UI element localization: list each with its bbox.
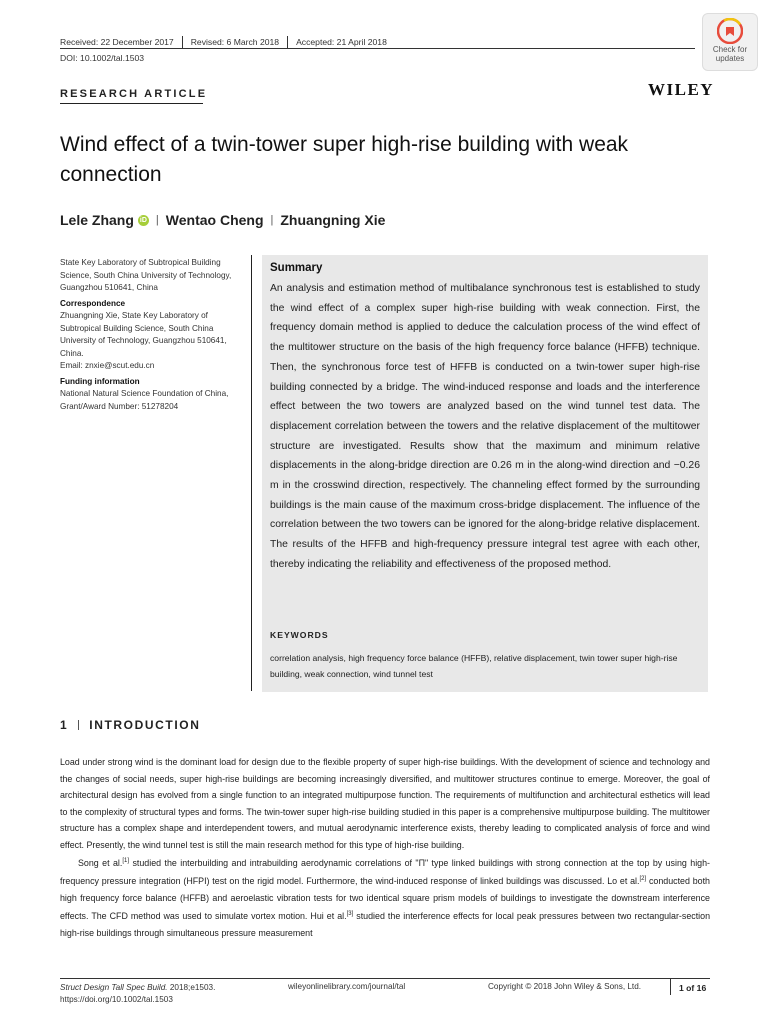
- correspondence-heading: Correspondence: [60, 298, 126, 308]
- body-paragraph: [60, 853, 710, 941]
- body-paragraph: Load under strong wind is the dominant load for design due to the flexible property of super high-rise buildings. With the development of science and technology and the changes of social needs, super high-rise buildings are becoming increasingly diversified, and multitower structures continue to emerge. Moreover, the goal of architectural design has evolved from a single function to an integrated multipurpose function. The requirements of multifunction and architectural esthetics will lead to the complexity of structural types and forms. The twin-tower super high-rise building studied in this paper is a comprehensive multipurpose building. The multitower structure has a complex shape and interdependent towers, and mutual aerodynamic interference exists, thereby leading to complicated analysis of force and wind effect. Presently, the wind tunnel test is still the main research method for this type of high-rise building.: [60, 757, 710, 850]
- author-name[interactable]: Lele Zhang: [60, 212, 134, 228]
- check-for-updates-label: Check for updates: [712, 45, 748, 63]
- orcid-icon[interactable]: iD: [139, 216, 147, 224]
- header-divider: [60, 48, 695, 49]
- check-for-updates-icon: [717, 18, 743, 44]
- footer-citation: [60, 982, 215, 1006]
- journal-name: Struct Design Tall Spec Build.: [60, 983, 168, 992]
- revised-date: Revised: 6 March 2018: [182, 36, 287, 48]
- sidebar-divider: [251, 255, 252, 691]
- footer-divider: [60, 978, 710, 979]
- journal-website-link[interactable]: wileyonlinelibrary.com/journal/tal: [288, 982, 406, 991]
- keywords-text: correlation analysis, high frequency force balance (HFFB), relative displacement, twin tower super high-rise building, weak connection, wind tunnel test: [270, 653, 678, 679]
- affiliation: State Key Laboratory of Subtropical Building Science, South China University of Technology, Guangzhou 510641, China: [60, 258, 232, 292]
- received-date: Received: 22 December 2017: [60, 37, 174, 47]
- footer-doi-link[interactable]: https://doi.org/10.1002/tal.1503: [60, 995, 173, 1004]
- introduction-body: [60, 754, 710, 941]
- funding-text: National Natural Science Foundation of China, Grant/Award Number: 51278204: [60, 389, 229, 411]
- paragraph-text: conducted both high frequency force balance (HFFB) and aeroelastic vibration tests for two identical square prism models of buildings to investigate the downstream interference effects. The CFD method was used to simulate vortex motion. Hui et al.: [60, 876, 710, 922]
- author-separator: |: [155, 214, 159, 226]
- article-title: Wind effect of a twin-tower super high-rise building with weak connection: [60, 133, 629, 186]
- keywords-heading: KEYWORDS: [270, 630, 329, 640]
- section-heading-divider: [78, 720, 79, 730]
- author-name[interactable]: Zhuangning Xie: [280, 212, 386, 228]
- citation-link[interactable]: [2]: [639, 876, 647, 883]
- author-separator: |: [270, 214, 274, 226]
- article-type-label: RESEARCH ARTICLE: [60, 88, 208, 100]
- check-for-updates-button[interactable]: [702, 13, 758, 71]
- copyright-notice: Copyright © 2018 John Wiley & Sons, Ltd.: [488, 982, 642, 991]
- section-title: INTRODUCTION: [89, 718, 201, 732]
- funding-heading: Funding information: [60, 376, 140, 386]
- publisher-logo: WILEY: [648, 80, 715, 99]
- citation-link[interactable]: [1]: [122, 858, 130, 864]
- section-number: 1: [60, 718, 69, 732]
- article-info-sidebar: [60, 257, 250, 413]
- citation-link[interactable]: [3]: [346, 911, 354, 918]
- citation-info: 2018;e1503.: [167, 983, 216, 992]
- paragraph-text: studied the interference effects for local peak pressures between two rectangular-section high-rise buildings through simultaneous pressure measurement: [60, 911, 711, 938]
- doi-line: DOI: 10.1002/tal.1503: [60, 53, 145, 63]
- summary-text: An analysis and estimation method of multibalance synchronous test is established to study the wind effect of a complex super high-rise building with weak connection. First, the frequency domain method is applied to deduce the calculation process of the wind effect of the multitower structure on the basis of the high frequency force balance (HFFB) technique. Then, the synchronous force test of HFFB is conducted on a twin-tower super high-rise building connected by a bridge. The wind-induced response and loads and the interference effect between the two towers are analyzed based on the wind tunnel test data. The displacement correlation between the towers and the relative displacement of the multitower structure are investigated. Results show that the maximum and minimum relative displacements in the along-bridge direction are 0.26 m in the along-wind direction and −0.26 m in the crosswind direction, respectively. The channeling effect formed by the surrounding buildings is the main cause of the maximum cross-bridge displacement. The influence of the correlation between the two towers can be ignored for the along-bridge relative displacement. The results of the HFFB and high-frequency pressure integral test agree with each other, thereby indicating the reliability and effectiveness of the proposed method.: [270, 283, 700, 570]
- article-type-underline: [60, 103, 203, 104]
- correspondence-email[interactable]: Email: znxie@scut.edu.cn: [60, 361, 155, 370]
- publication-dates: [60, 36, 395, 48]
- section-heading: [60, 718, 200, 732]
- author-list: [60, 212, 385, 228]
- correspondence-text: Zhuangning Xie, State Key Laboratory of Subtropical Building Science, South China University of Technology, Guangzhou 510641, China.: [60, 311, 227, 358]
- paragraph-text: Song et al.: [78, 857, 123, 868]
- paragraph-text: studied the interbuilding and intrabuilding aerodynamic correlations of "Π" type linked buildings with strong connection at the top by using high-frequency pressure integration (HFPI) test on the rigid model. Furthermore, the wind-induced response of linked buildings was discussed. Lo et al.: [60, 857, 710, 887]
- author-name[interactable]: Wentao Cheng: [165, 212, 264, 228]
- summary-heading: Summary: [270, 262, 323, 274]
- page-number: 1 of 16: [670, 979, 706, 995]
- accepted-date: Accepted: 21 April 2018: [287, 36, 395, 48]
